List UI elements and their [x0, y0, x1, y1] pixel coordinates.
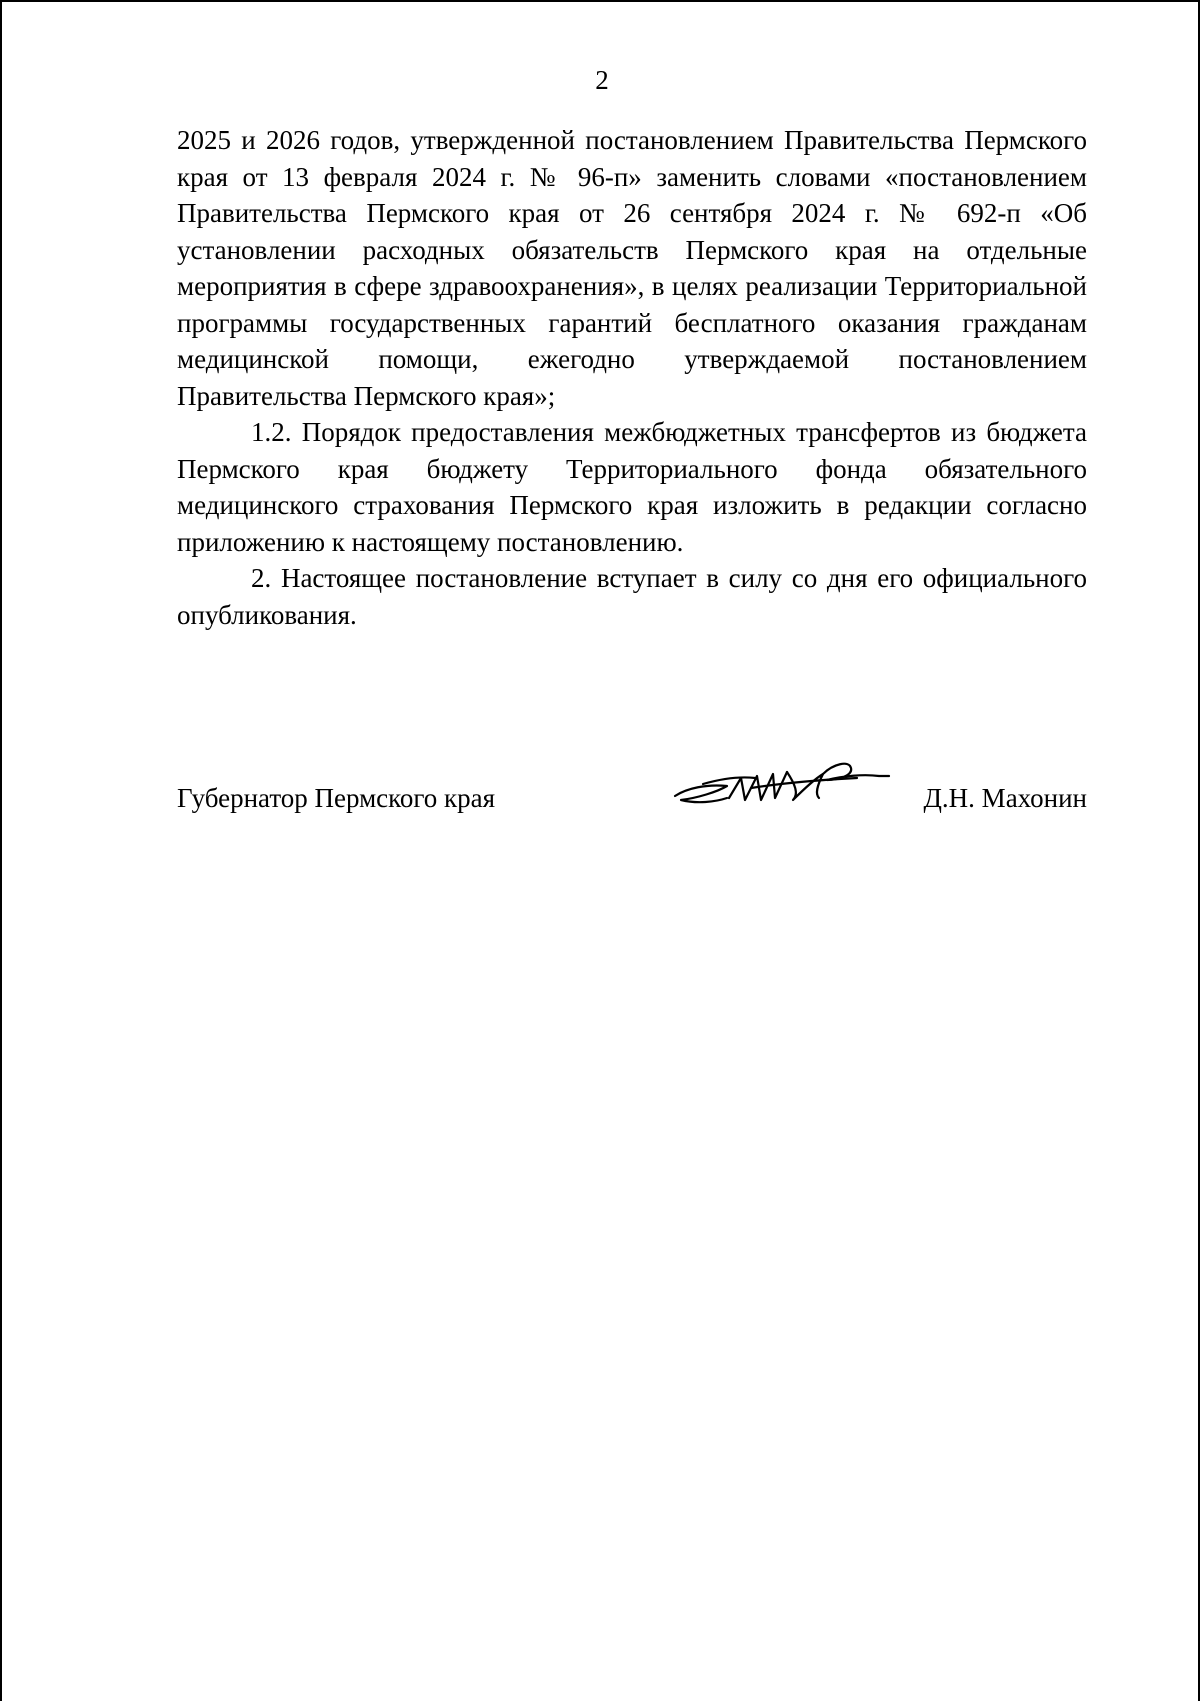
signer-name: Д.Н. Махонин	[923, 783, 1087, 813]
paragraph-item-2: 2. Настоящее постановление вступает в силу со дня его официального опубликования.	[177, 563, 1087, 630]
paragraph-item-1-2: 1.2. Порядок предоставления межбюджетных трансфертов из бюджета Пермского края бюджету Территориального фонда обязательного медицинского страхования Пермского края изложить в редакции согласно приложению к настоящему постановлению.	[177, 417, 1087, 557]
handwritten-signature	[667, 754, 892, 824]
document-body	[177, 122, 1087, 633]
signer-title: Губернатор Пермского края	[177, 783, 496, 813]
paragraph-continuation: 2025 и 2026 годов, утвержденной постановлением Правительства Пермского края от 13 февраля 2024 г. № 96-п» заменить словами «постановлением Правительства Пермского края от 26 сентября 2024 г. № 692-п «Об установлении расходных обязательств Пермского края на отдельные мероприятия в сфере здравоохранения», в целях реализации Территориальной программы государственных гарантий бесплатного оказания гражданам медицинской помощи, ежегодно утверждаемой постановлением Правительства Пермского края»;	[177, 125, 1087, 411]
page-number: 2	[595, 65, 609, 95]
signature-block	[177, 754, 1087, 834]
